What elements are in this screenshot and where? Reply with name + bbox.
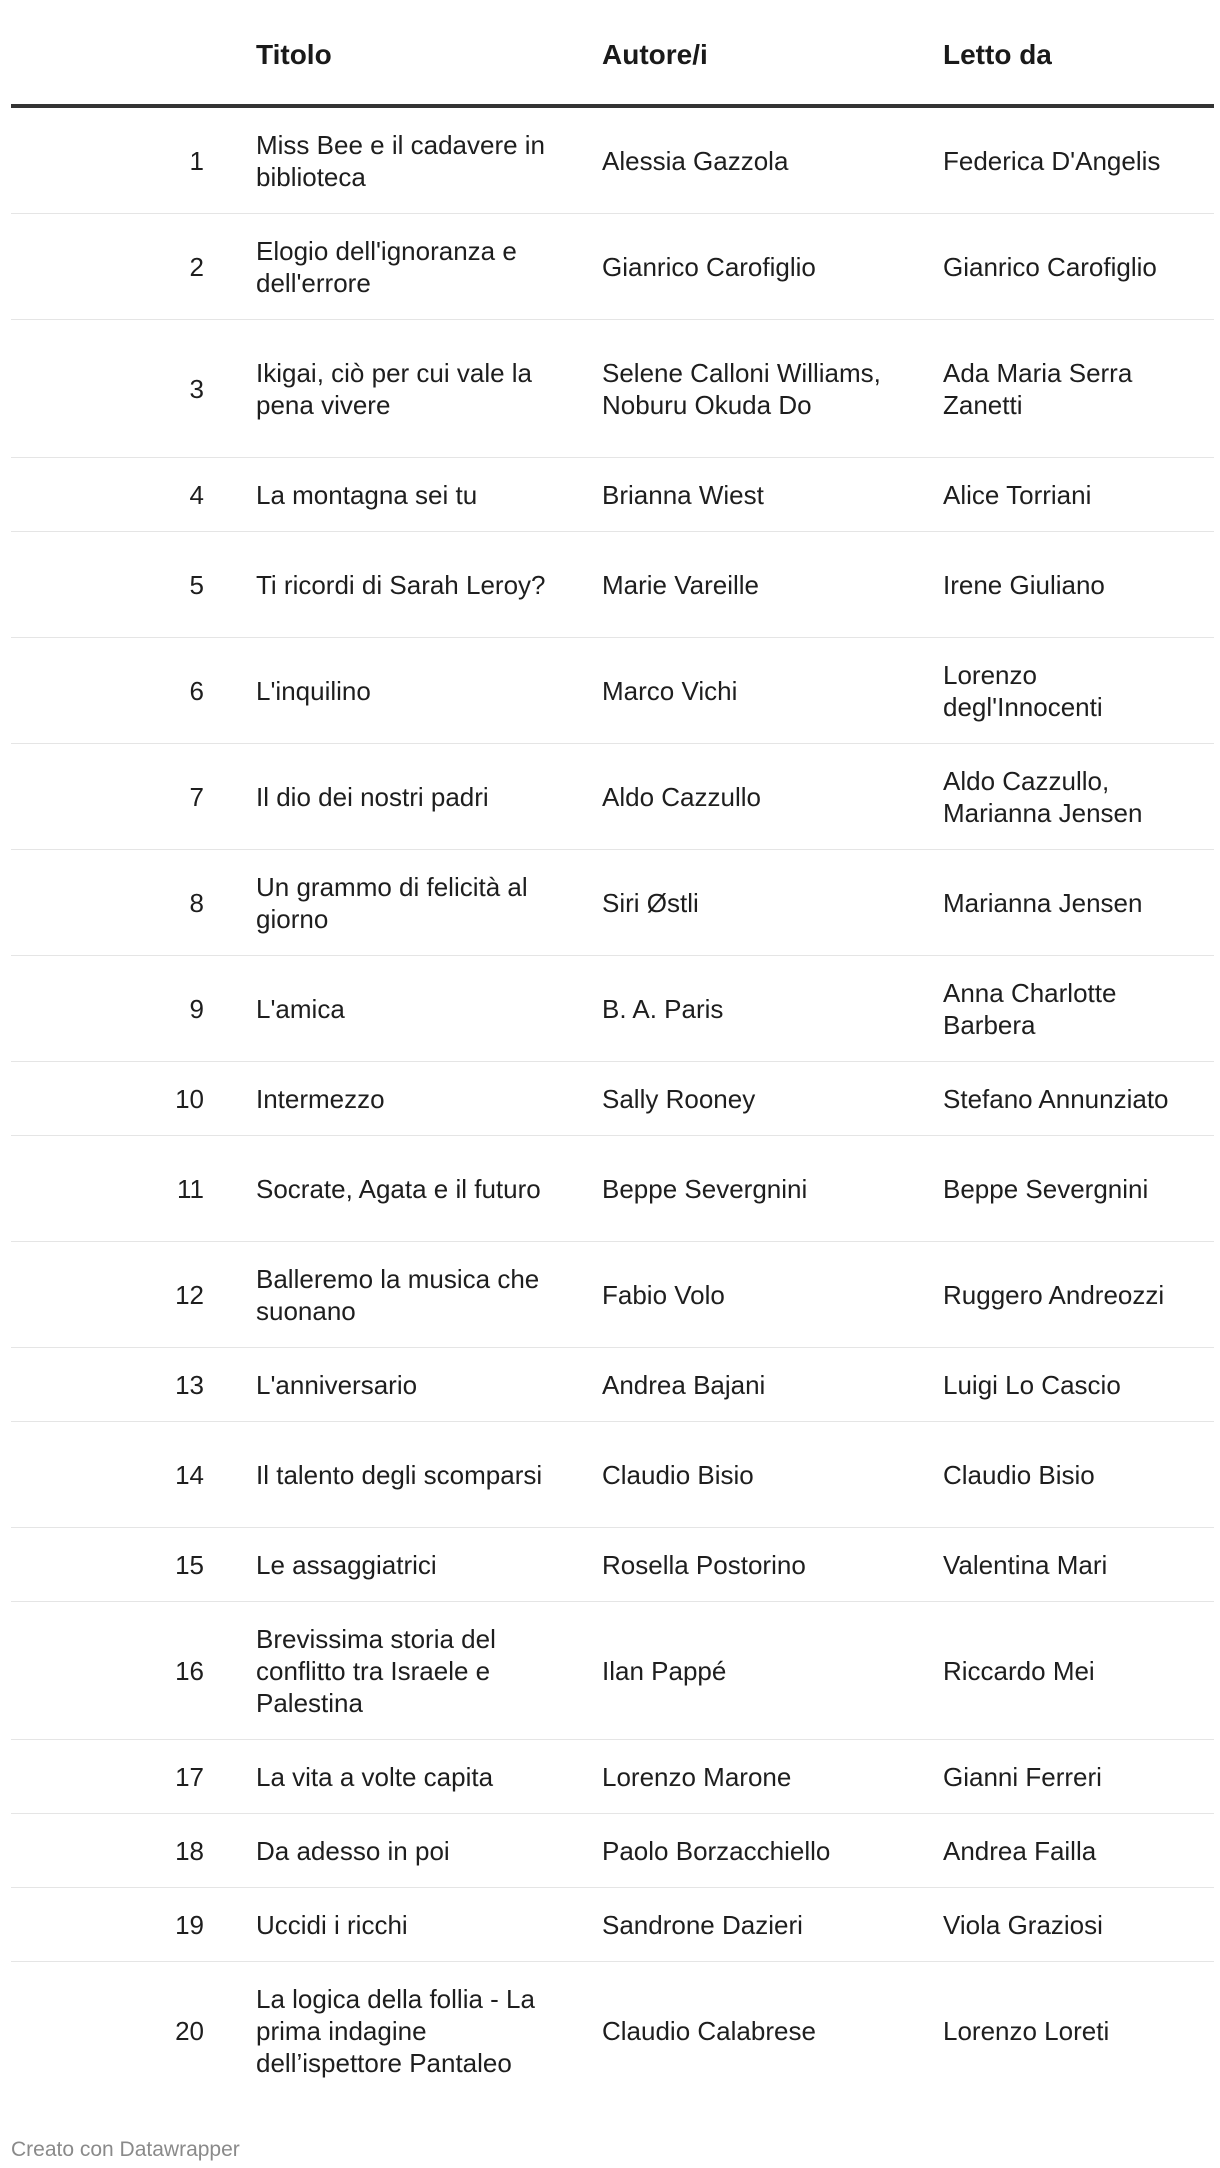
author-cell: Paolo Borzacchiello <box>590 1814 931 1888</box>
title-cell: Ti ricordi di Sarah Leroy? <box>244 532 590 638</box>
title-cell: L'anniversario <box>244 1348 590 1422</box>
column-header-rank <box>11 0 244 106</box>
rank-cell: 6 <box>11 638 244 744</box>
author-cell: Ilan Pappé <box>590 1602 931 1740</box>
rank-cell: 4 <box>11 458 244 532</box>
author-cell: Andrea Bajani <box>590 1348 931 1422</box>
author-cell: Alessia Gazzola <box>590 106 931 214</box>
author-cell: Marie Vareille <box>590 532 931 638</box>
rank-cell: 5 <box>11 532 244 638</box>
rank-cell: 19 <box>11 1888 244 1962</box>
reader-cell: Anna Charlotte Barbera <box>931 956 1214 1062</box>
reader-cell: Ada Maria Serra Zanetti <box>931 320 1214 458</box>
title-cell: L'inquilino <box>244 638 590 744</box>
rank-cell: 15 <box>11 1528 244 1602</box>
author-cell: Selene Calloni Williams, Noburu Okuda Do <box>590 320 931 458</box>
table-row <box>11 1136 1214 1242</box>
title-cell: Socrate, Agata e il futuro <box>244 1136 590 1242</box>
rank-cell: 1 <box>11 106 244 214</box>
rank-cell: 18 <box>11 1814 244 1888</box>
rank-cell: 11 <box>11 1136 244 1242</box>
author-cell: Rosella Postorino <box>590 1528 931 1602</box>
rank-cell: 9 <box>11 956 244 1062</box>
column-header-title: Titolo <box>244 0 590 106</box>
reader-cell: Riccardo Mei <box>931 1602 1214 1740</box>
title-cell: Il talento degli scomparsi <box>244 1422 590 1528</box>
title-cell: Balleremo la musica che suonano <box>244 1242 590 1348</box>
reader-cell: Lorenzo Loreti <box>943 2015 1110 2046</box>
title-cell: La vita a volte capita <box>244 1740 590 1814</box>
title-cell: Da adesso in poi <box>244 1814 590 1888</box>
rank-cell: 13 <box>11 1348 244 1422</box>
reader-cell: Lorenzo degl'Innocenti <box>931 638 1214 744</box>
table-row <box>11 1602 1214 1740</box>
author-cell: Lorenzo Marone <box>590 1740 931 1814</box>
table-row <box>11 850 1214 956</box>
reader-cell: Federica D'Angelis <box>931 106 1214 214</box>
table-row <box>11 1528 1214 1602</box>
rank-cell: 10 <box>11 1062 244 1136</box>
rank-cell: 2 <box>11 214 244 320</box>
author-cell: Brianna Wiest <box>590 458 931 532</box>
author-cell: Claudio Bisio <box>590 1422 931 1528</box>
title-cell: Le assaggiatrici <box>244 1528 590 1602</box>
table-row <box>11 532 1214 638</box>
reader-cell: Aldo Cazzullo, Marianna Jensen <box>931 744 1214 850</box>
rank-cell: 7 <box>11 744 244 850</box>
author-cell: Marco Vichi <box>590 638 931 744</box>
table-row <box>11 1888 1214 1962</box>
rank-cell: 12 <box>11 1242 244 1348</box>
table-row <box>11 1422 1214 1528</box>
audiobook-ranking-table-container <box>11 0 1214 2099</box>
author-cell: Aldo Cazzullo <box>590 744 931 850</box>
reader-cell: Luigi Lo Cascio <box>931 1348 1214 1422</box>
reader-cell: Alice Torriani <box>931 458 1214 532</box>
table-row <box>11 1242 1214 1348</box>
table-row <box>11 1814 1214 1888</box>
title-cell: Ikigai, ciò per cui vale la pena vivere <box>244 320 590 458</box>
reader-cell: Andrea Failla <box>931 1814 1214 1888</box>
author-cell: Sally Rooney <box>590 1062 931 1136</box>
title-cell: La montagna sei tu <box>244 458 590 532</box>
reader-cell: Valentina Mari <box>931 1528 1214 1602</box>
rank-cell: 8 <box>11 850 244 956</box>
reader-cell: Gianrico Carofiglio <box>931 214 1214 320</box>
table-row <box>11 1962 1214 2100</box>
title-cell: La logica della follia - La prima indagine dell’ispettore Pantaleo <box>256 1983 535 2078</box>
table-row <box>11 1740 1214 1814</box>
table-row <box>11 638 1214 744</box>
reader-cell: Stefano Annunziato <box>931 1062 1214 1136</box>
title-cell: Miss Bee e il cadavere in biblioteca <box>244 106 590 214</box>
rank-cell: 17 <box>11 1740 244 1814</box>
title-cell: Intermezzo <box>244 1062 590 1136</box>
title-cell: L'amica <box>244 956 590 1062</box>
table-header-row <box>11 0 1214 106</box>
table-row <box>11 1062 1214 1136</box>
title-cell: Elogio dell'ignoranza e dell'errore <box>244 214 590 320</box>
rank-cell: 14 <box>11 1422 244 1528</box>
author-cell: Claudio Calabrese <box>602 2015 816 2046</box>
datawrapper-credit: Creato con Datawrapper <box>11 2138 240 2161</box>
author-cell: Siri Østli <box>590 850 931 956</box>
table-row <box>11 214 1214 320</box>
audiobook-ranking-table <box>11 0 1214 2099</box>
author-cell: Beppe Severgnini <box>590 1136 931 1242</box>
reader-cell: Claudio Bisio <box>931 1422 1214 1528</box>
table-row <box>11 106 1214 214</box>
reader-cell: Gianni Ferreri <box>931 1740 1214 1814</box>
author-cell: Gianrico Carofiglio <box>590 214 931 320</box>
title-cell: Brevissima storia del conflitto tra Israele e Palestina <box>244 1602 590 1740</box>
author-cell: Sandrone Dazieri <box>590 1888 931 1962</box>
title-cell: Un grammo di felicità al giorno <box>244 850 590 956</box>
reader-cell: Viola Graziosi <box>931 1888 1214 1962</box>
reader-cell: Marianna Jensen <box>931 850 1214 956</box>
author-cell: B. A. Paris <box>590 956 931 1062</box>
rank-cell: 20 <box>175 2015 204 2046</box>
rank-cell: 3 <box>11 320 244 458</box>
table-row <box>11 458 1214 532</box>
reader-cell: Ruggero Andreozzi <box>931 1242 1214 1348</box>
column-header-author: Autore/i <box>590 0 931 106</box>
table-row <box>11 320 1214 458</box>
title-cell: Il dio dei nostri padri <box>244 744 590 850</box>
table-row <box>11 744 1214 850</box>
rank-cell: 16 <box>11 1602 244 1740</box>
table-row <box>11 956 1214 1062</box>
title-cell: Uccidi i ricchi <box>244 1888 590 1962</box>
reader-cell: Irene Giuliano <box>931 532 1214 638</box>
reader-cell: Beppe Severgnini <box>931 1136 1214 1242</box>
author-cell: Fabio Volo <box>590 1242 931 1348</box>
table-row <box>11 1348 1214 1422</box>
column-header-reader: Letto da <box>931 0 1214 106</box>
